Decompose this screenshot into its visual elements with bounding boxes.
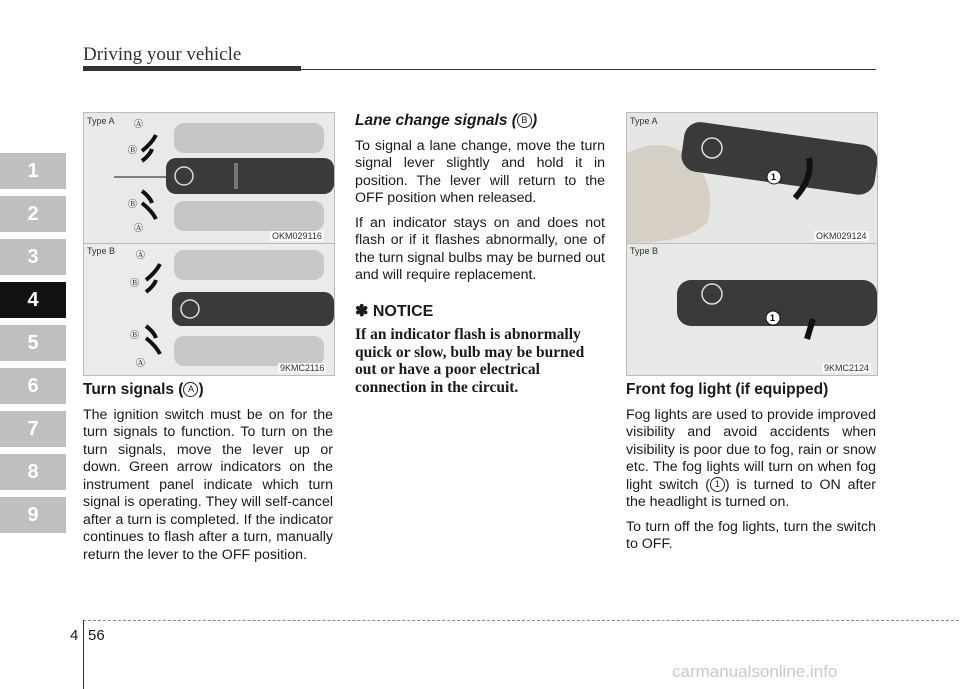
figure-type-label: Type B	[630, 246, 659, 256]
fog-light-p1: Fog lights are used to provide improved visibility and avoid accidents when visibility is poor due to fog, rain or snow etc. The fog lights will turn on when fog light switch ( 1 ) is turned to ON after the headlight is turned on.	[626, 406, 876, 510]
figure-type-label: Type A	[630, 116, 658, 126]
callout-1: 1	[771, 172, 777, 182]
lane-change-p2: If an indicator stays on and does not flash or if it flashes abnormally, one of the turn signal bulbs may be burned out and will require replacement.	[355, 214, 605, 283]
fog-switch-illustration	[627, 244, 877, 375]
callout-b-bottom: Ⓑ	[130, 330, 140, 340]
chapter-tab-3[interactable]: 3	[0, 239, 66, 275]
marker-a: A	[183, 382, 198, 397]
callout-b-top: Ⓑ	[130, 278, 140, 288]
fog-light-section	[626, 381, 876, 561]
lever-illustration	[84, 113, 334, 243]
lane-change-section	[355, 112, 605, 396]
lever-illustration	[84, 244, 334, 375]
header-bar	[83, 66, 301, 71]
turn-signals-section	[83, 381, 333, 571]
figure-turn-signal-type-b	[83, 243, 335, 376]
callout-b-bottom: Ⓑ	[128, 199, 138, 209]
callout-b-top: Ⓑ	[128, 145, 138, 155]
chapter-tab-5[interactable]: 5	[0, 325, 66, 361]
notice-body: If an indicator flash is abnormally quick or slow, bulb may be burned out or have a poor electrical connection in the circuit.	[355, 326, 585, 396]
fog-light-heading: Front fog light (if equipped)	[626, 381, 829, 398]
turn-signals-body: The ignition switch must be on for the turn signals to function. To turn on the turn signals, move the lever up or down. Green arrow indicators on the instrument panel indicate which turn signal is operating. They will self-cancel after a turn is completed. If the indicator continues to flash after a turn, manually return the lever to the OFF position.	[83, 406, 333, 563]
chapter-tab-4[interactable]: 4	[0, 282, 66, 318]
chapter-tab-7[interactable]: 7	[0, 411, 66, 447]
figure-code: 9KMC2124	[824, 363, 870, 373]
callout-1: 1	[770, 313, 776, 323]
notice-heading: ✽ NOTICE	[355, 302, 434, 320]
figure-code: OKM029116	[272, 231, 322, 241]
header-title: Driving your vehicle	[83, 44, 242, 65]
fog-switch-illustration	[627, 113, 877, 243]
figure-code: OKM029124	[816, 231, 867, 241]
figure-fog-light-type-b	[626, 243, 878, 376]
page-chapter: 4	[70, 627, 79, 644]
figure-type-label: Type B	[87, 246, 116, 256]
lane-change-heading: Lane change signals ( B )	[355, 112, 538, 129]
chapter-tab-9[interactable]: 9	[0, 497, 66, 533]
callout-a-top: Ⓐ	[136, 250, 146, 260]
callout-a-bottom: Ⓐ	[136, 358, 146, 368]
chapter-tab-2[interactable]: 2	[0, 196, 66, 232]
header-line	[301, 69, 876, 70]
callout-a-bottom: Ⓐ	[134, 223, 144, 233]
marker-b: B	[517, 113, 532, 128]
footer-hline	[83, 620, 959, 621]
footer-vline	[83, 620, 84, 689]
lane-change-p1: To signal a lane change, move the turn signal lever slightly and hold it in position. The lever will return to the OFF position when released.	[355, 137, 605, 206]
turn-signals-heading: Turn signals ( A )	[83, 381, 204, 398]
callout-a-top: Ⓐ	[134, 119, 144, 129]
fog-light-p2: To turn off the fog lights, turn the switch to OFF.	[626, 518, 876, 552]
chapter-tab-8[interactable]: 8	[0, 454, 66, 490]
figure-type-label: Type A	[87, 116, 115, 126]
figure-fog-light-type-a	[626, 112, 878, 244]
figure-turn-signal-type-a	[83, 112, 335, 244]
watermark: carmanualsonline.info	[672, 662, 838, 681]
chapter-tab-1[interactable]: 1	[0, 153, 66, 189]
chapter-tab-6[interactable]: 6	[0, 368, 66, 404]
figure-code: 9KMC2116	[280, 363, 325, 373]
marker-1: 1	[710, 477, 725, 492]
page-number: 56	[88, 627, 105, 644]
